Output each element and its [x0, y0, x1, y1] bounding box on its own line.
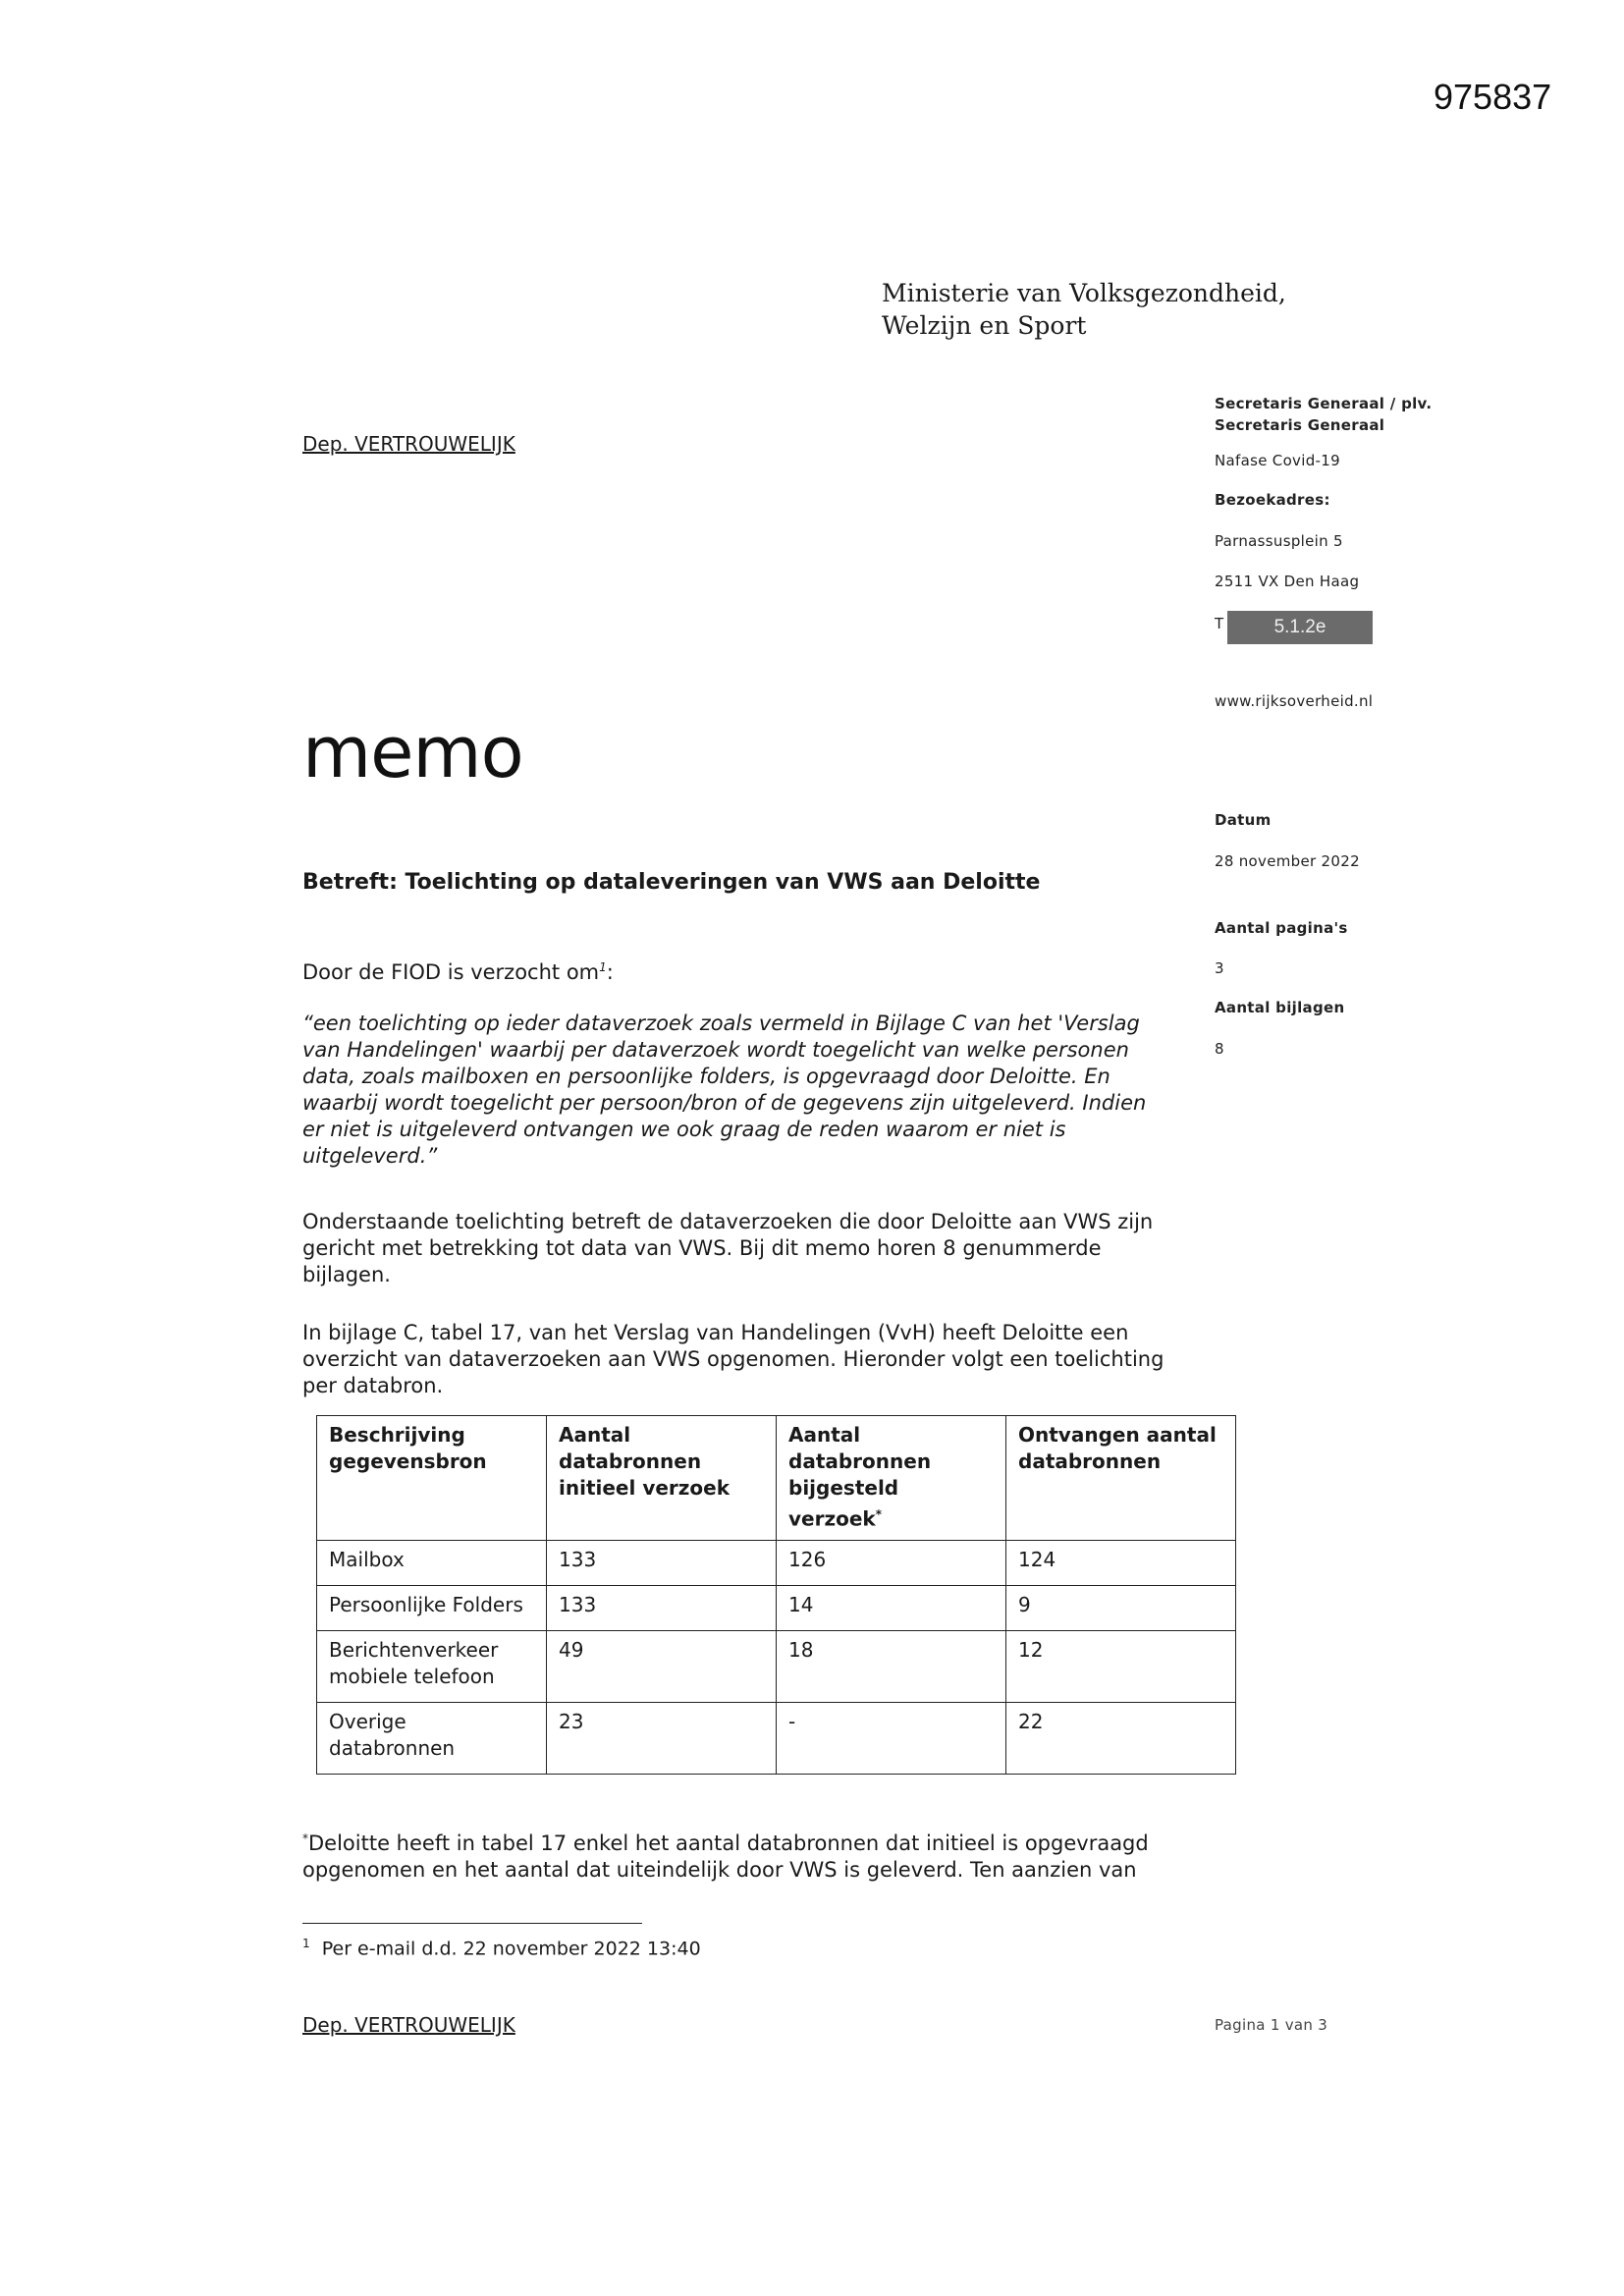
paragraph-3 [302, 1320, 1206, 1399]
redaction-box: 5.1.2e [1227, 611, 1373, 644]
paragraph-line: per databron. [302, 1374, 444, 1397]
cell-text: Berichtenverkeer [329, 1638, 499, 1662]
row-adjusted: - [777, 1703, 1006, 1775]
header-text: Aantal [788, 1423, 861, 1447]
row-description [317, 1541, 547, 1586]
cell-text: Overige [329, 1710, 406, 1733]
paragraph-line: Onderstaande toelichting betreft de dataverzoeken die door Deloitte aan VWS zijn [302, 1210, 1154, 1233]
quote-line: “een toelichting op ieder dataverzoek zoals vermeld in Bijlage C van het 'Verslag [302, 1011, 1140, 1035]
table-header-row [317, 1416, 1236, 1541]
sidebar-attachments-label: Aantal bijlagen [1215, 999, 1345, 1016]
header-text: verzoek [788, 1506, 876, 1531]
row-received: 22 [1006, 1703, 1236, 1775]
row-description [317, 1631, 547, 1703]
row-adjusted: 18 [777, 1631, 1006, 1703]
asterisk-ref: * [302, 1831, 308, 1845]
sidebar-date-value: 28 november 2022 [1215, 852, 1360, 870]
note-line [302, 1826, 1206, 1857]
row-received: 9 [1006, 1586, 1236, 1631]
header-text: Beschrijving [329, 1423, 465, 1447]
table-row [317, 1541, 1236, 1586]
sidebar-pages-value: 3 [1215, 959, 1224, 977]
row-received: 124 [1006, 1541, 1236, 1586]
header-text: databronnen [1018, 1449, 1162, 1473]
sidebar-org [1215, 393, 1432, 436]
sidebar-date-label: Datum [1215, 811, 1272, 829]
quote-line: waarbij wordt toegelicht per persoon/bron of de gegevens zijn uitgeleverd. Indien [302, 1091, 1147, 1115]
quote-paragraph [302, 1011, 1206, 1170]
row-adjusted: 126 [777, 1541, 1006, 1586]
header-text: initieel verzoek [559, 1476, 731, 1500]
header-text: bijgesteld [788, 1476, 899, 1500]
quote-line: uitgeleverd.” [302, 1144, 438, 1168]
memo-title: memo [302, 711, 523, 793]
footnote-number: 1 [302, 1937, 310, 1950]
table-row [317, 1631, 1236, 1703]
header-text [788, 1502, 994, 1533]
table-row [317, 1703, 1236, 1775]
cell-text: Persoonlijke Folders [329, 1593, 523, 1616]
cell-text: Mailbox [329, 1548, 405, 1571]
note-line: opgenomen en het aantal dat uiteindelijk door VWS is geleverd. Ten aanzien van [302, 1858, 1137, 1882]
header-text: databronnen [788, 1449, 932, 1473]
table-note [302, 1826, 1206, 1884]
paragraph-line: bijlagen. [302, 1263, 391, 1286]
quote-line: er niet is uitgeleverd ontvangen we ook graag de reden waarom er niet is [302, 1118, 1066, 1141]
sidebar-org-line-2: Secretaris Generaal [1215, 416, 1385, 434]
header-text: databronnen [559, 1449, 702, 1473]
cell-text: mobiele telefoon [329, 1665, 495, 1688]
quote-line: van Handelingen' waarbij per dataverzoek wordt toegelicht van welke personen [302, 1038, 1129, 1062]
header-initial-request [547, 1416, 777, 1541]
row-adjusted: 14 [777, 1586, 1006, 1631]
intro-colon: : [606, 960, 614, 984]
sidebar-city: 2511 VX Den Haag [1215, 573, 1360, 590]
sidebar-unit: Nafase Covid-19 [1215, 452, 1340, 469]
intro-text: Door de FIOD is verzocht om [302, 960, 600, 984]
header-text: gegevensbron [329, 1449, 487, 1473]
data-sources-table [316, 1415, 1236, 1775]
sidebar-org-line-1: Secretaris Generaal / plv. [1215, 395, 1433, 412]
sidebar-pages-label: Aantal pagina's [1215, 919, 1348, 937]
cell-text: databronnen [329, 1736, 456, 1760]
header-adjusted-request [777, 1416, 1006, 1541]
header-text: Aantal [559, 1423, 631, 1447]
sidebar-visit-label: Bezoekadres: [1215, 491, 1330, 509]
header-description [317, 1416, 547, 1541]
footnote [302, 1937, 701, 1959]
page-indicator: Pagina 1 van 3 [1215, 2016, 1328, 2034]
ministry-line-1: Ministerie van Volksgezondheid, [882, 279, 1286, 307]
row-description [317, 1586, 547, 1631]
footnote-divider [302, 1923, 642, 1924]
row-received: 12 [1006, 1631, 1236, 1703]
paragraph-line: gericht met betrekking tot data van VWS. Bij dit memo horen 8 genummerde [302, 1236, 1102, 1260]
paragraph-line: In bijlage C, tabel 17, van het Verslag van Handelingen (VvH) heeft Deloitte een [302, 1321, 1129, 1344]
row-initial: 133 [547, 1541, 777, 1586]
intro-paragraph [302, 955, 1206, 986]
document-number: 975837 [1434, 77, 1552, 117]
header-text: Ontvangen aantal [1018, 1423, 1217, 1447]
sidebar-phone-prefix: T [1215, 615, 1224, 632]
note-text: Deloitte heeft in tabel 17 enkel het aantal databronnen dat initieel is opgevraagd [308, 1831, 1149, 1855]
sidebar-website: www.rijksoverheid.nl [1215, 692, 1374, 710]
ministry-name [882, 277, 1286, 342]
row-description [317, 1703, 547, 1775]
ministry-line-2: Welzijn en Sport [882, 311, 1087, 340]
paragraph-line: overzicht van dataverzoeken aan VWS opgenomen. Hieronder volgt een toelichting [302, 1347, 1164, 1371]
row-initial: 133 [547, 1586, 777, 1631]
quote-line: data, zoals mailboxen en persoonlijke folders, is opgevraagd door Deloitte. En [302, 1065, 1110, 1088]
row-initial: 49 [547, 1631, 777, 1703]
classification-header: Dep. VERTROUWELIJK [302, 432, 515, 456]
paragraph-2 [302, 1209, 1206, 1288]
header-received [1006, 1416, 1236, 1541]
table-row [317, 1586, 1236, 1631]
footnote-ref: 1 [599, 960, 607, 974]
row-initial: 23 [547, 1703, 777, 1775]
sidebar-attachments-value: 8 [1215, 1040, 1224, 1058]
asterisk-ref: * [875, 1507, 882, 1521]
footnote-text: Per e-mail d.d. 22 november 2022 13:40 [321, 1938, 701, 1960]
subject-line: Betreft: Toelichting op dataleveringen van VWS aan Deloitte [302, 870, 1041, 895]
classification-footer: Dep. VERTROUWELIJK [302, 2013, 515, 2037]
sidebar-street: Parnassusplein 5 [1215, 532, 1343, 550]
